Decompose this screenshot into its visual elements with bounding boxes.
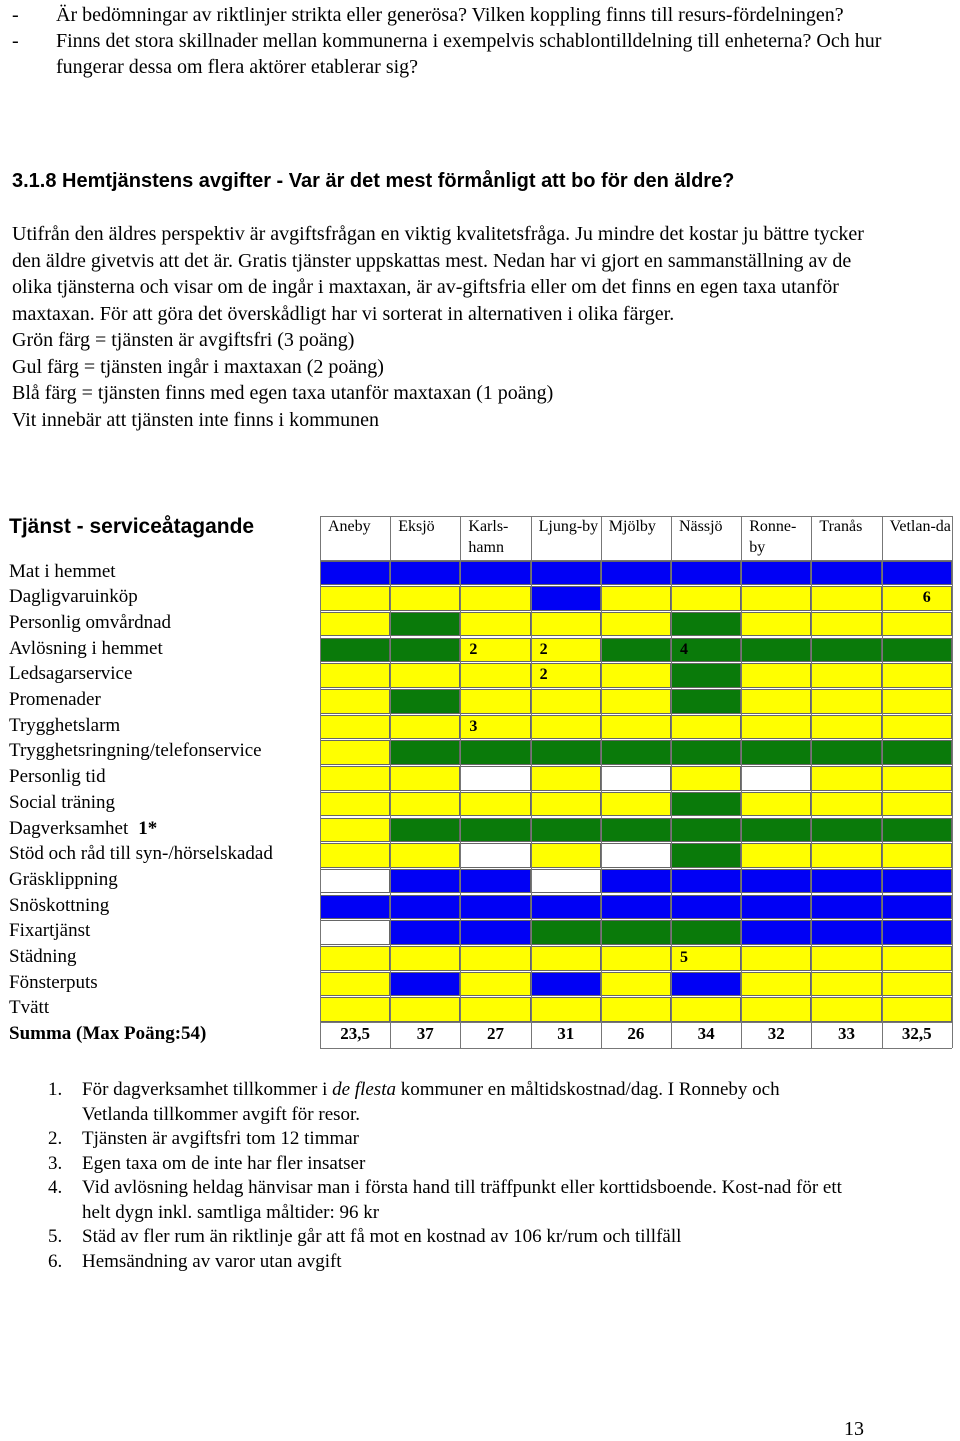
column-header: Nässjö	[679, 518, 723, 535]
question-text: Finns det stora skillnader mellan kommunerna i exempelvis schablontilldelning till enheterna? Och hur fungerar dessa om flera aktörer etablerar sig?	[56, 30, 882, 78]
status-cell	[460, 561, 530, 586]
bullet-dash: -	[12, 30, 19, 52]
status-cell	[320, 869, 390, 894]
status-cell	[390, 997, 460, 1022]
legend-blue: Blå färg = tjänsten finns med egen taxa utanför maxtaxan (1 poäng)	[12, 382, 554, 404]
footnote-text: Tjänsten är avgiftsfri tom 12 timmar	[82, 1128, 360, 1149]
grid-line	[811, 516, 812, 1048]
status-cell	[741, 920, 811, 945]
question-list	[12, 2, 912, 80]
status-cell	[601, 869, 671, 894]
grid-line	[741, 516, 742, 1048]
status-cell	[320, 561, 390, 586]
status-cell	[460, 663, 530, 688]
status-cell	[531, 997, 601, 1022]
status-cell	[671, 715, 741, 740]
status-cell	[390, 638, 460, 663]
column-header: Mjölby	[608, 518, 656, 535]
service-label: Fixartjänst	[9, 920, 91, 942]
status-cell	[882, 869, 952, 894]
status-cell	[531, 612, 601, 637]
status-cell: 3	[460, 715, 530, 740]
status-cell	[601, 895, 671, 920]
status-cell	[601, 612, 671, 637]
status-cell	[882, 895, 952, 920]
table-row	[0, 996, 960, 1022]
status-cell	[531, 740, 601, 765]
status-cell	[671, 792, 741, 817]
status-cell	[882, 843, 952, 868]
status-cell	[882, 612, 952, 637]
status-cell	[320, 792, 390, 817]
footnote-number: 3.	[48, 1152, 63, 1174]
status-cell	[882, 561, 952, 586]
status-cell	[320, 818, 390, 843]
page-number: 13	[844, 1418, 864, 1440]
status-cell	[671, 997, 741, 1022]
status-cell	[811, 843, 881, 868]
status-cell	[811, 920, 881, 945]
status-cell	[460, 869, 530, 894]
column-header: Ronne-by	[749, 518, 797, 556]
status-cell	[460, 766, 530, 791]
sum-value: 23,5	[340, 1024, 370, 1044]
status-cell	[882, 946, 952, 971]
status-cell: 2	[531, 663, 601, 688]
summary-row	[0, 1022, 960, 1048]
footnote	[48, 1152, 848, 1177]
legend-white: Vit innebär att tjänsten inte finns i kommunen	[12, 408, 380, 431]
status-cell	[601, 689, 671, 714]
status-cell	[531, 689, 601, 714]
table-row	[0, 585, 960, 611]
table-row	[0, 868, 960, 894]
table-row	[0, 919, 960, 945]
grid-line	[320, 1048, 952, 1049]
status-cell	[390, 920, 460, 945]
status-cell	[390, 766, 460, 791]
status-cell	[531, 920, 601, 945]
status-cell	[320, 766, 390, 791]
status-cell	[531, 766, 601, 791]
status-cell	[671, 818, 741, 843]
status-cell	[882, 663, 952, 688]
status-cell	[671, 869, 741, 894]
status-cell	[320, 638, 390, 663]
bullet-dash: -	[12, 4, 19, 26]
status-cell	[390, 663, 460, 688]
status-cell	[882, 997, 952, 1022]
status-cell	[390, 612, 460, 637]
status-cell	[601, 740, 671, 765]
status-cell	[882, 638, 952, 663]
status-cell	[320, 586, 390, 611]
status-cell	[741, 740, 811, 765]
status-cell	[531, 586, 601, 611]
status-cell	[882, 740, 952, 765]
footnote-number: 6.	[48, 1250, 63, 1272]
sum-value: 32,5	[901, 1024, 932, 1044]
service-label: Avlösning i hemmet	[9, 637, 163, 659]
status-cell	[741, 689, 811, 714]
status-cell: 4	[671, 638, 741, 663]
grid-line	[952, 516, 953, 1048]
service-label: Fönsterputs	[9, 971, 98, 993]
footnote-text: Vid avlösning heldag hänvisar man i första hand till träffpunkt eller korttidsboende. Kost-nad för ett helt dygn inkl. samtliga måltider: 96 kr	[82, 1177, 842, 1223]
status-cell	[460, 946, 530, 971]
status-cell	[531, 972, 601, 997]
grid-line	[320, 1022, 952, 1023]
status-cell	[320, 972, 390, 997]
status-cell	[741, 638, 811, 663]
sum-value: 26	[627, 1024, 645, 1044]
status-cell	[390, 740, 460, 765]
status-cell	[390, 792, 460, 817]
status-cell	[390, 818, 460, 843]
footnote-text: Egen taxa om de inte har fler insatser	[82, 1152, 366, 1174]
service-label: Trygghetsringning/telefonservice	[9, 740, 262, 762]
status-cell	[671, 895, 741, 920]
status-cell	[741, 946, 811, 971]
status-cell	[811, 972, 881, 997]
service-label: Stöd och råd till syn-/hörselskadad	[9, 843, 273, 865]
status-cell	[320, 920, 390, 945]
status-cell	[390, 715, 460, 740]
status-cell	[531, 792, 601, 817]
paragraph-text: Utifrån den äldres perspektiv är avgiftsfrågan en viktig kvalitetsfråga. Ju mindre det kostar ju bättre tycker den äldre givetvis att det är. Gratis tjänster uppskattas mest. Nedan har vi gjort en sammanställning av de olika tjänsterna och visar om de ingår i maxtaxan, är av-giftsfria eller om det finns en egen taxa utanför maxtaxan. För att göra det överskådligt har vi sorterat in alternativen i olika färger.	[12, 223, 864, 325]
footnote-number: 1.	[48, 1079, 63, 1100]
status-cell	[601, 792, 671, 817]
column-header: Karls-hamn	[468, 518, 509, 556]
status-cell	[531, 818, 601, 843]
status-cell	[671, 766, 741, 791]
status-cell	[882, 792, 952, 817]
status-cell	[811, 663, 881, 688]
status-cell	[671, 586, 741, 611]
status-cell	[390, 972, 460, 997]
status-cell	[460, 792, 530, 817]
footnotes	[48, 1078, 848, 1274]
status-cell	[601, 843, 671, 868]
sum-value: 32	[767, 1024, 785, 1044]
service-label: Dagverksamhet 1*	[9, 817, 158, 839]
grid-line	[320, 516, 952, 517]
grid-line	[320, 516, 321, 1048]
status-cell	[671, 972, 741, 997]
status-cell	[531, 561, 601, 586]
status-cell	[741, 869, 811, 894]
column-header: Vetlan-da	[889, 518, 951, 535]
status-cell	[741, 663, 811, 688]
status-cell	[460, 818, 530, 843]
status-cell	[811, 818, 881, 843]
status-cell	[811, 869, 881, 894]
status-cell	[811, 715, 881, 740]
sum-value: 37	[416, 1024, 434, 1044]
status-cell	[531, 946, 601, 971]
status-cell	[811, 766, 881, 791]
status-cell	[811, 740, 881, 765]
status-cell	[601, 561, 671, 586]
status-cell	[671, 843, 741, 868]
status-cell	[601, 920, 671, 945]
status-cell	[741, 792, 811, 817]
table-row	[0, 791, 960, 817]
status-cell	[671, 663, 741, 688]
status-cell	[741, 972, 811, 997]
status-cell	[320, 997, 390, 1022]
footnote-number: 2.	[48, 1128, 63, 1149]
status-cell	[390, 895, 460, 920]
question-item	[12, 28, 912, 80]
status-cell	[460, 972, 530, 997]
footnote	[48, 1250, 848, 1275]
status-cell	[601, 818, 671, 843]
status-cell	[320, 689, 390, 714]
status-cell: 6	[882, 586, 952, 611]
legend-yellow: Gul färg = tjänsten ingår i maxtaxan (2 poäng)	[12, 355, 384, 378]
status-cell	[741, 586, 811, 611]
status-cell	[671, 561, 741, 586]
status-cell	[601, 766, 671, 791]
status-cell	[320, 740, 390, 765]
status-cell	[390, 869, 460, 894]
status-cell	[741, 612, 811, 637]
footnote	[48, 1225, 848, 1250]
table-row	[0, 714, 960, 740]
footnote-text: För dagverksamhet tillkommer i de flesta kommuner en måltidskostnad/dag. I Ronneby och Vetlanda tillkommer avgift för resor.	[82, 1079, 780, 1125]
table-row	[0, 765, 960, 791]
service-label: Gräsklippning	[9, 868, 118, 890]
status-cell	[531, 843, 601, 868]
status-cell	[811, 689, 881, 714]
status-cell	[460, 586, 530, 611]
status-cell	[741, 843, 811, 868]
table-row	[0, 688, 960, 714]
footnote-text: Städ av fler rum än riktlinje går att få mot en kostnad av 106 kr/rum och tillfäll	[82, 1226, 682, 1247]
legend-green: Grön färg = tjänsten är avgiftsfri (3 poäng)	[12, 329, 355, 351]
status-cell	[460, 843, 530, 868]
status-cell	[601, 946, 671, 971]
table-row	[0, 739, 960, 765]
table-row	[0, 637, 960, 663]
footnote	[48, 1127, 848, 1152]
footnote-number: 5.	[48, 1226, 63, 1247]
status-cell	[601, 638, 671, 663]
status-cell	[460, 920, 530, 945]
status-cell	[460, 740, 530, 765]
status-cell	[320, 612, 390, 637]
table-row	[0, 842, 960, 868]
status-cell	[882, 818, 952, 843]
status-cell	[390, 561, 460, 586]
status-cell: 2	[531, 638, 601, 663]
status-cell	[460, 895, 530, 920]
grid-line	[531, 516, 532, 1048]
status-cell	[741, 715, 811, 740]
status-cell	[601, 715, 671, 740]
status-cell	[882, 689, 952, 714]
status-cell	[671, 689, 741, 714]
status-cell	[741, 997, 811, 1022]
summary-label: Summa (Max Poäng:54)	[9, 1023, 207, 1045]
status-cell	[320, 843, 390, 868]
service-label: Personlig tid	[9, 766, 106, 788]
status-cell	[390, 689, 460, 714]
status-cell: 2	[460, 638, 530, 663]
table-row	[0, 611, 960, 637]
column-header: Aneby	[328, 518, 371, 535]
service-label: Promenader	[9, 689, 101, 710]
table-row	[0, 817, 960, 843]
status-cell	[601, 586, 671, 611]
status-cell	[811, 792, 881, 817]
status-cell	[601, 997, 671, 1022]
status-cell	[671, 612, 741, 637]
status-cell	[531, 895, 601, 920]
status-cell	[811, 612, 881, 637]
grid-line	[390, 516, 391, 1048]
service-label: Trygghetslarm	[9, 714, 121, 736]
service-label: Personlig omvårdnad	[9, 611, 172, 633]
status-cell	[811, 946, 881, 971]
grid-line	[320, 560, 952, 561]
sum-value: 31	[557, 1024, 575, 1044]
status-cell	[811, 997, 881, 1022]
status-cell	[741, 818, 811, 843]
question-text: Är bedömningar av riktlinjer strikta eller generösa? Vilken koppling finns till resurs-fördelningen?	[56, 4, 844, 26]
table-row	[0, 560, 960, 586]
status-cell	[741, 561, 811, 586]
status-cell	[460, 612, 530, 637]
status-cell: 5	[671, 946, 741, 971]
status-cell	[531, 869, 601, 894]
status-cell	[390, 946, 460, 971]
grid-line	[601, 516, 602, 1048]
status-cell	[811, 586, 881, 611]
grid-line	[671, 516, 672, 1048]
status-cell	[741, 766, 811, 791]
column-header: Ljung-by	[538, 518, 599, 535]
status-cell	[460, 689, 530, 714]
service-label: Snöskottning	[9, 894, 110, 916]
table-row	[0, 971, 960, 997]
status-cell	[601, 663, 671, 688]
service-label: Tvätt	[9, 997, 50, 1019]
table-title: Tjänst - serviceåtagande	[9, 515, 255, 538]
footnote	[48, 1176, 848, 1225]
intro-paragraph	[12, 221, 868, 433]
status-cell	[671, 920, 741, 945]
status-cell	[882, 715, 952, 740]
grid-line	[882, 516, 883, 1048]
service-label: Städning	[9, 946, 77, 967]
status-cell	[320, 946, 390, 971]
footnote-number: 4.	[48, 1177, 63, 1198]
column-header: Eksjö	[398, 518, 435, 535]
column-header: Tranås	[819, 518, 863, 535]
section-heading: 3.1.8 Hemtjänstens avgifter - Var är det mest förmånligt att bo för den äldre?	[12, 170, 735, 192]
status-cell	[320, 715, 390, 740]
sum-value: 27	[486, 1024, 504, 1044]
footnote-marker: 1*	[138, 817, 158, 839]
footnote-text: Hemsändning av varor utan avgift	[82, 1250, 342, 1272]
service-label: Dagligvaruinköp	[9, 586, 138, 608]
table-row	[0, 945, 960, 971]
sum-value: 33	[837, 1024, 855, 1044]
status-cell	[882, 766, 952, 791]
status-cell	[882, 972, 952, 997]
status-cell	[601, 972, 671, 997]
service-label: Social träning	[9, 791, 116, 813]
status-cell	[741, 895, 811, 920]
status-cell	[811, 895, 881, 920]
grid-line	[460, 516, 461, 1048]
footnote	[48, 1078, 848, 1127]
table-row	[0, 894, 960, 920]
status-cell	[460, 997, 530, 1022]
service-label: Mat i hemmet	[9, 560, 116, 582]
sum-value: 34	[697, 1024, 715, 1044]
status-cell	[320, 895, 390, 920]
question-item	[12, 2, 912, 28]
status-cell	[671, 740, 741, 765]
status-cell	[811, 638, 881, 663]
table-row	[0, 662, 960, 688]
status-cell	[882, 920, 952, 945]
service-label: Ledsagarservice	[9, 663, 133, 685]
status-cell	[390, 843, 460, 868]
status-cell	[390, 586, 460, 611]
status-cell	[531, 715, 601, 740]
status-cell	[320, 663, 390, 688]
status-cell	[811, 561, 881, 586]
